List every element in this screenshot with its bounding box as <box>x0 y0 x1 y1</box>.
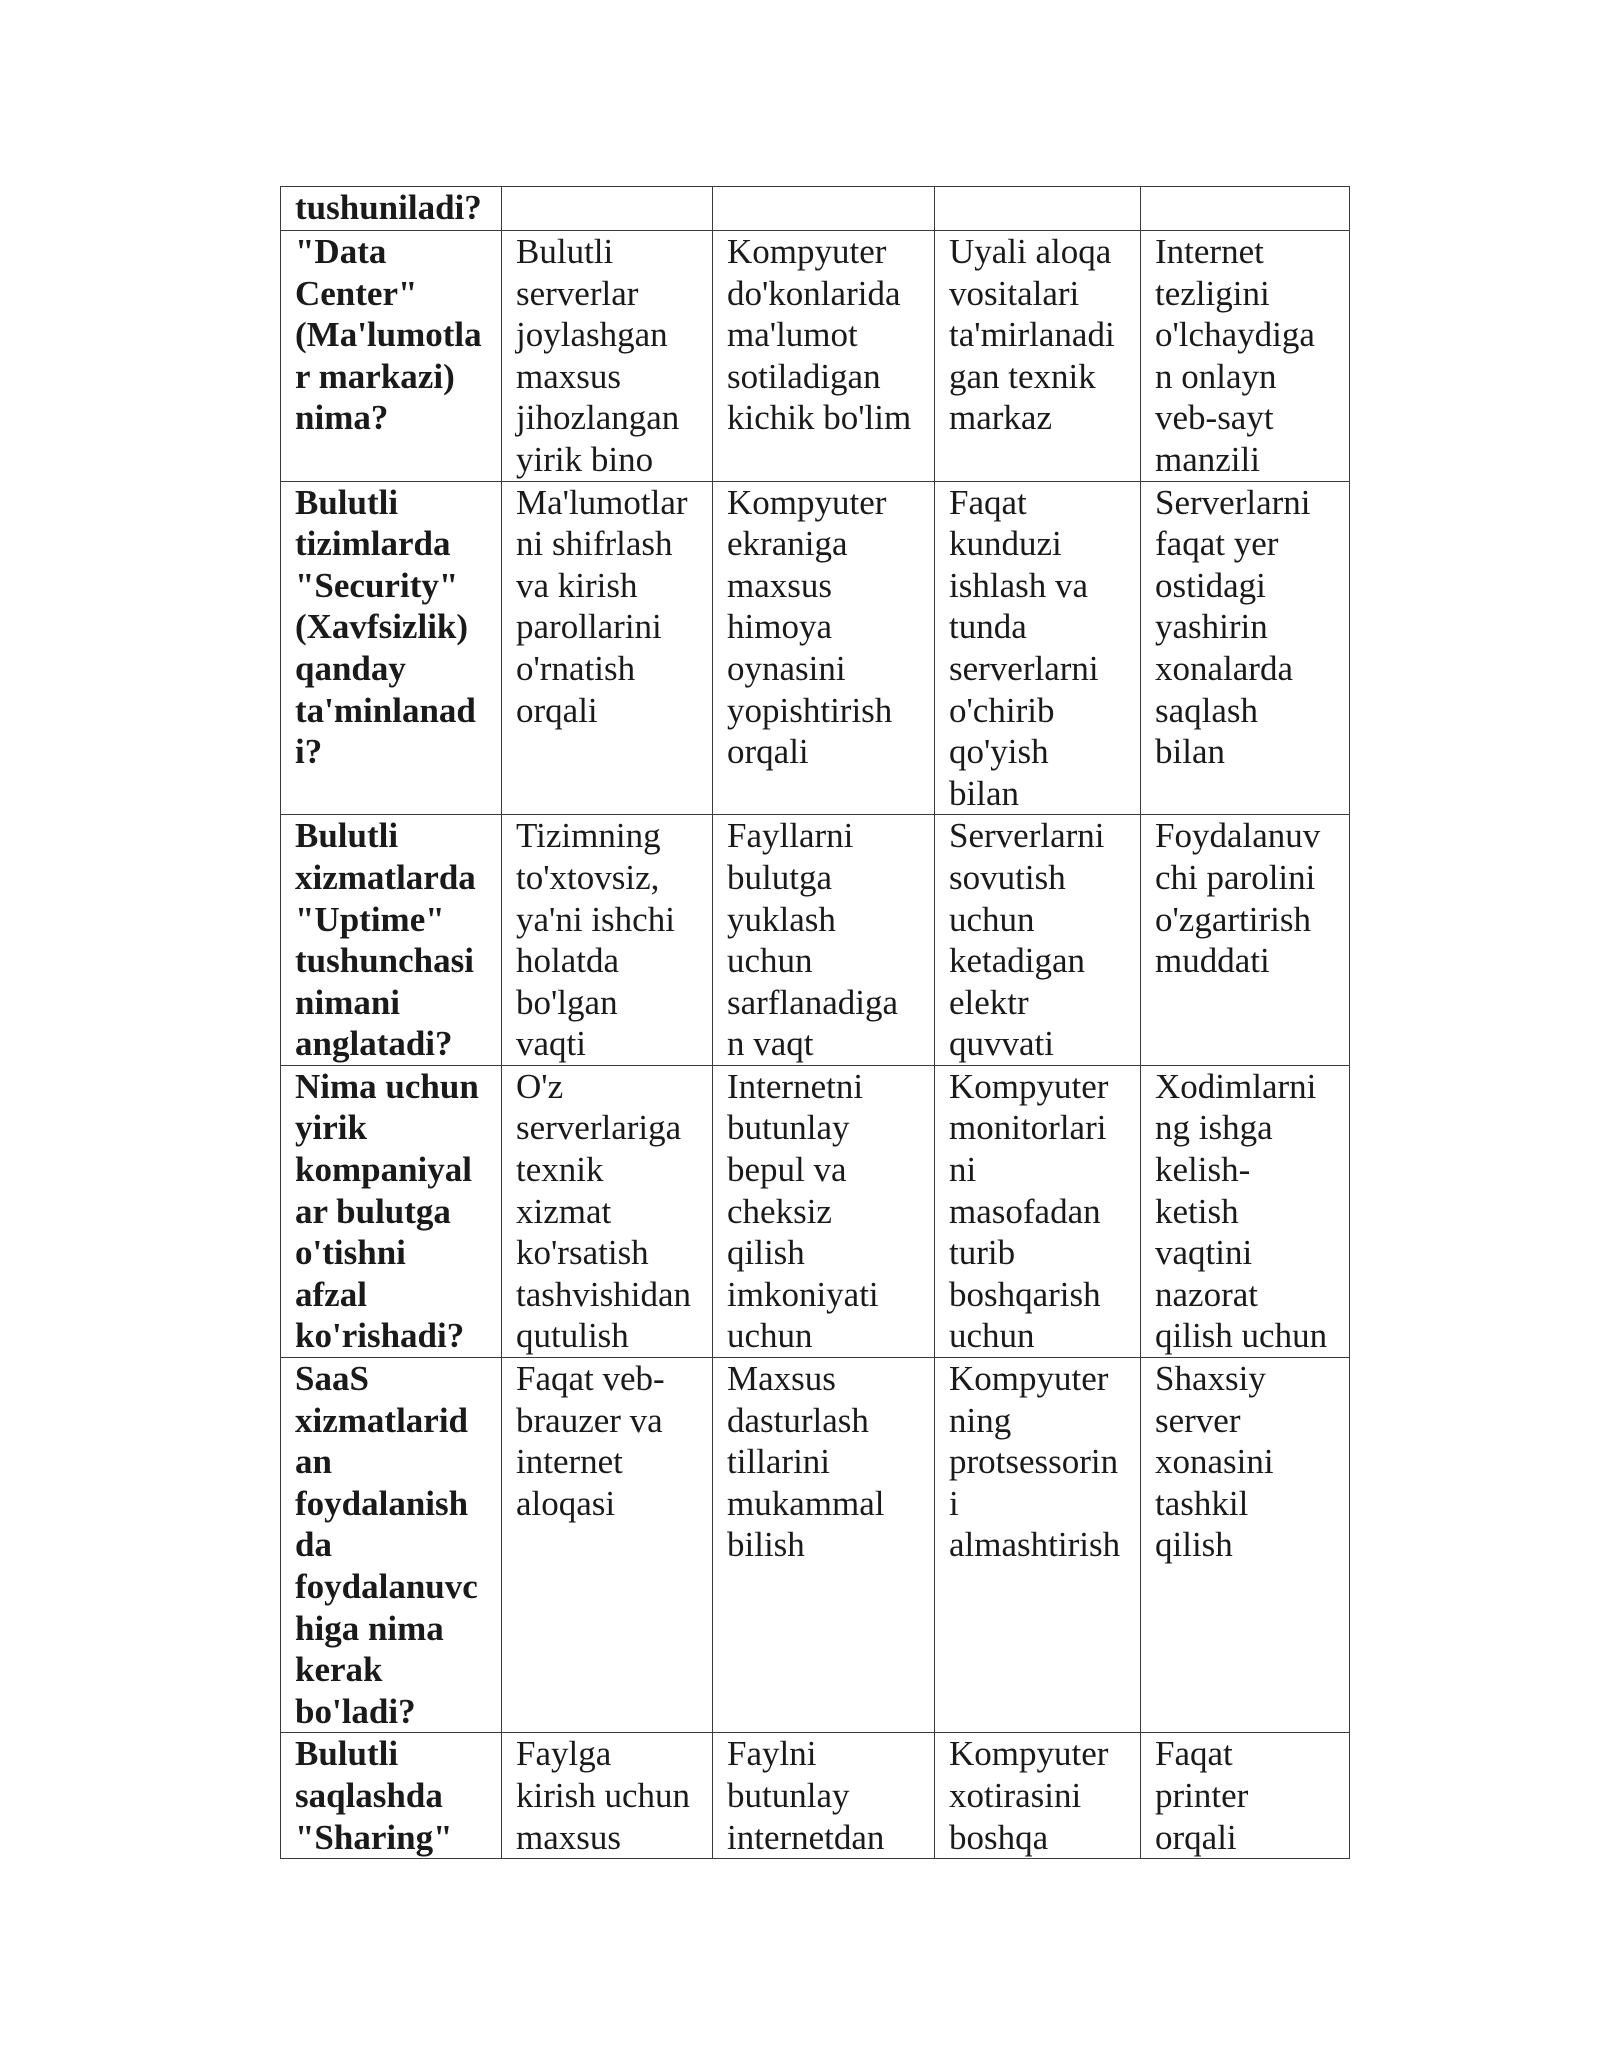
question-cell: Bulutli tizimlarda "Security" (Xavfsizlik) qanday ta'minlanad i? <box>281 481 502 815</box>
option-cell: Kompyuter ekraniga maxsus himoya oynasini yopishtirish orqali <box>713 481 935 815</box>
table-row <box>281 1733 1350 1859</box>
option-cell: Maxsus dasturlash tillarini mukammal bilish <box>713 1358 935 1733</box>
table-row <box>281 1358 1350 1733</box>
quiz-table <box>280 186 1350 1859</box>
option-cell: Fayllarni bulutga yuklash uchun sarflanadiga n vaqt <box>713 815 935 1066</box>
option-cell: Faqat veb- brauzer va internet aloqasi <box>502 1358 713 1733</box>
option-cell <box>713 187 935 231</box>
table-row <box>281 187 1350 231</box>
option-cell: Kompyuter monitorlari ni masofadan turib boshqarish uchun <box>935 1065 1141 1357</box>
question-cell: Nima uchun yirik kompaniyal ar bulutga o'tishni afzal ko'rishadi? <box>281 1065 502 1357</box>
option-cell: Shaxsiy server xonasini tashkil qilish <box>1141 1358 1350 1733</box>
question-cell: Bulutli xizmatlarda "Uptime" tushunchasi nimani anglatadi? <box>281 815 502 1066</box>
option-cell: Kompyuter xotirasini boshqa <box>935 1733 1141 1859</box>
option-cell: Ma'lumotlar ni shifrlash va kirish parollarini o'rnatish orqali <box>502 481 713 815</box>
table-row <box>281 1065 1350 1357</box>
table-row <box>281 481 1350 815</box>
option-cell: Foydalanuv chi parolini o'zgartirish muddati <box>1141 815 1350 1066</box>
question-cell: Bulutli saqlashda "Sharing" <box>281 1733 502 1859</box>
option-cell: Tizimning to'xtovsiz, ya'ni ishchi holatda bo'lgan vaqti <box>502 815 713 1066</box>
table-row <box>281 815 1350 1066</box>
option-cell: Kompyuter ning protsessorin i almashtirish <box>935 1358 1141 1733</box>
option-cell: Serverlarni sovutish uchun ketadigan elektr quvvati <box>935 815 1141 1066</box>
option-cell: O'z serverlariga texnik xizmat ko'rsatish tashvishidan qutulish <box>502 1065 713 1357</box>
option-cell <box>1141 187 1350 231</box>
question-cell: "Data Center" (Ma'lumotla r markazi) nima? <box>281 231 502 482</box>
table-row <box>281 231 1350 482</box>
option-cell <box>502 187 713 231</box>
option-cell: Xodimlarni ng ishga kelish- ketish vaqtini nazorat qilish uchun <box>1141 1065 1350 1357</box>
option-cell: Internet tezligini o'lchaydiga n onlayn veb-sayt manzili <box>1141 231 1350 482</box>
option-cell: Faqat kunduzi ishlash va tunda serverlarni o'chirib qo'yish bilan <box>935 481 1141 815</box>
option-cell: Uyali aloqa vositalari ta'mirlanadi gan texnik markaz <box>935 231 1141 482</box>
option-cell: Kompyuter do'konlarida ma'lumot sotiladigan kichik bo'lim <box>713 231 935 482</box>
option-cell: Faylga kirish uchun maxsus <box>502 1733 713 1859</box>
option-cell: Serverlarni faqat yer ostidagi yashirin xonalarda saqlash bilan <box>1141 481 1350 815</box>
option-cell <box>935 187 1141 231</box>
question-cell: SaaS xizmatlarid an foydalanish da foydalanuvc higa nima kerak bo'ladi? <box>281 1358 502 1733</box>
option-cell: Faqat printer orqali <box>1141 1733 1350 1859</box>
option-cell: Faylni butunlay internetdan <box>713 1733 935 1859</box>
option-cell: Internetni butunlay bepul va cheksiz qilish imkoniyati uchun <box>713 1065 935 1357</box>
question-cell: tushuniladi? <box>281 187 502 231</box>
option-cell: Bulutli serverlar joylashgan maxsus jihozlangan yirik bino <box>502 231 713 482</box>
